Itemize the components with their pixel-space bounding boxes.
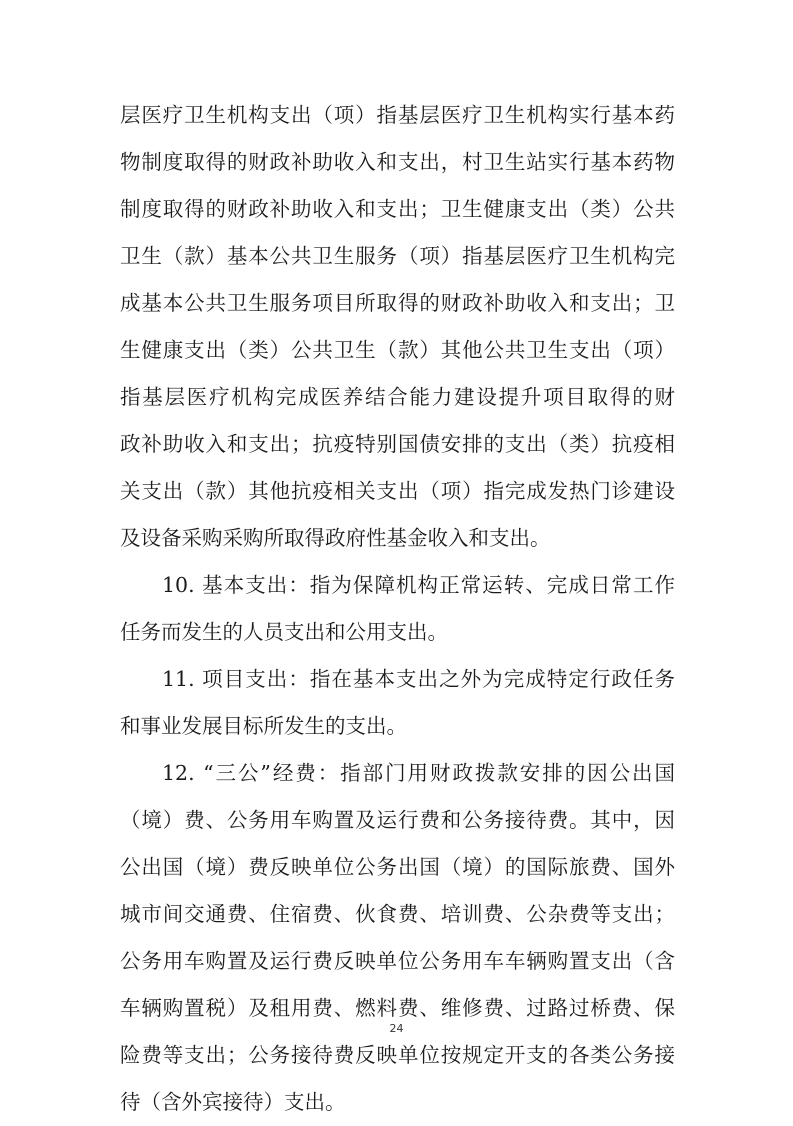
text-line: 政补助收入和支出；抗疫特别国债安排的支出（类）抗疫相 xyxy=(120,432,675,456)
text-line: 指基层医疗机构完成医养结合能力建设提升项目取得的财 xyxy=(120,385,675,409)
text-line: 成基本公共卫生服务项目所取得的财政补助收入和支出；卫 xyxy=(120,291,675,315)
text-line: 制度取得的财政补助收入和支出；卫生健康支出（类）公共 xyxy=(120,197,675,221)
page-number: 24 xyxy=(389,1022,404,1035)
text-line: 生健康支出（类）公共卫生（款）其他公共卫生支出（项） xyxy=(120,338,675,362)
text-line: 和事业发展目标所发生的支出。 xyxy=(120,714,407,738)
text-line: 物制度取得的财政补助收入和支出，村卫生站实行基本药物 xyxy=(120,150,675,174)
text-line: 层医疗卫生机构支出（项）指基层医疗卫生机构实行基本药 xyxy=(120,103,675,127)
text-line: 城市间交通费、住宿费、伙食费、培训费、公杂费等支出； xyxy=(120,902,675,926)
text-line: 及设备采购采购所取得政府性基金收入和支出。 xyxy=(120,526,551,550)
text-line: 卫生（款）基本公共卫生服务（项）指基层医疗卫生机构完 xyxy=(120,244,675,268)
text-line: 任务而发生的人员支出和公用支出。 xyxy=(120,620,448,644)
item-11-line: 11. 项目支出：指在基本支出之外为完成特定行政任务 xyxy=(162,667,675,691)
text-line: 公出国（境）费反映单位公务出国（境）的国际旅费、国外 xyxy=(120,855,675,879)
text-line: 待（含外宾接待）支出。 xyxy=(120,1090,346,1114)
text-line: 关支出（款）其他抗疫相关支出（项）指完成发热门诊建设 xyxy=(120,479,675,503)
body-text xyxy=(120,92,675,1126)
text-line: 车辆购置税）及租用费、燃料费、维修费、过路过桥费、保 xyxy=(120,996,675,1020)
text-line: 公务用车购置及运行费反映单位公务用车车辆购置支出（含 xyxy=(120,949,675,973)
text-line: 险费等支出；公务接待费反映单位按规定开支的各类公务接 xyxy=(120,1043,675,1067)
item-12-line: 12. “三公”经费：指部门用财政拨款安排的因公出国 xyxy=(162,761,675,785)
item-10-line: 10. 基本支出：指为保障机构正常运转、完成日常工作 xyxy=(162,573,675,597)
text-line: （境）费、公务用车购置及运行费和公务接待费。其中，因 xyxy=(120,808,675,832)
